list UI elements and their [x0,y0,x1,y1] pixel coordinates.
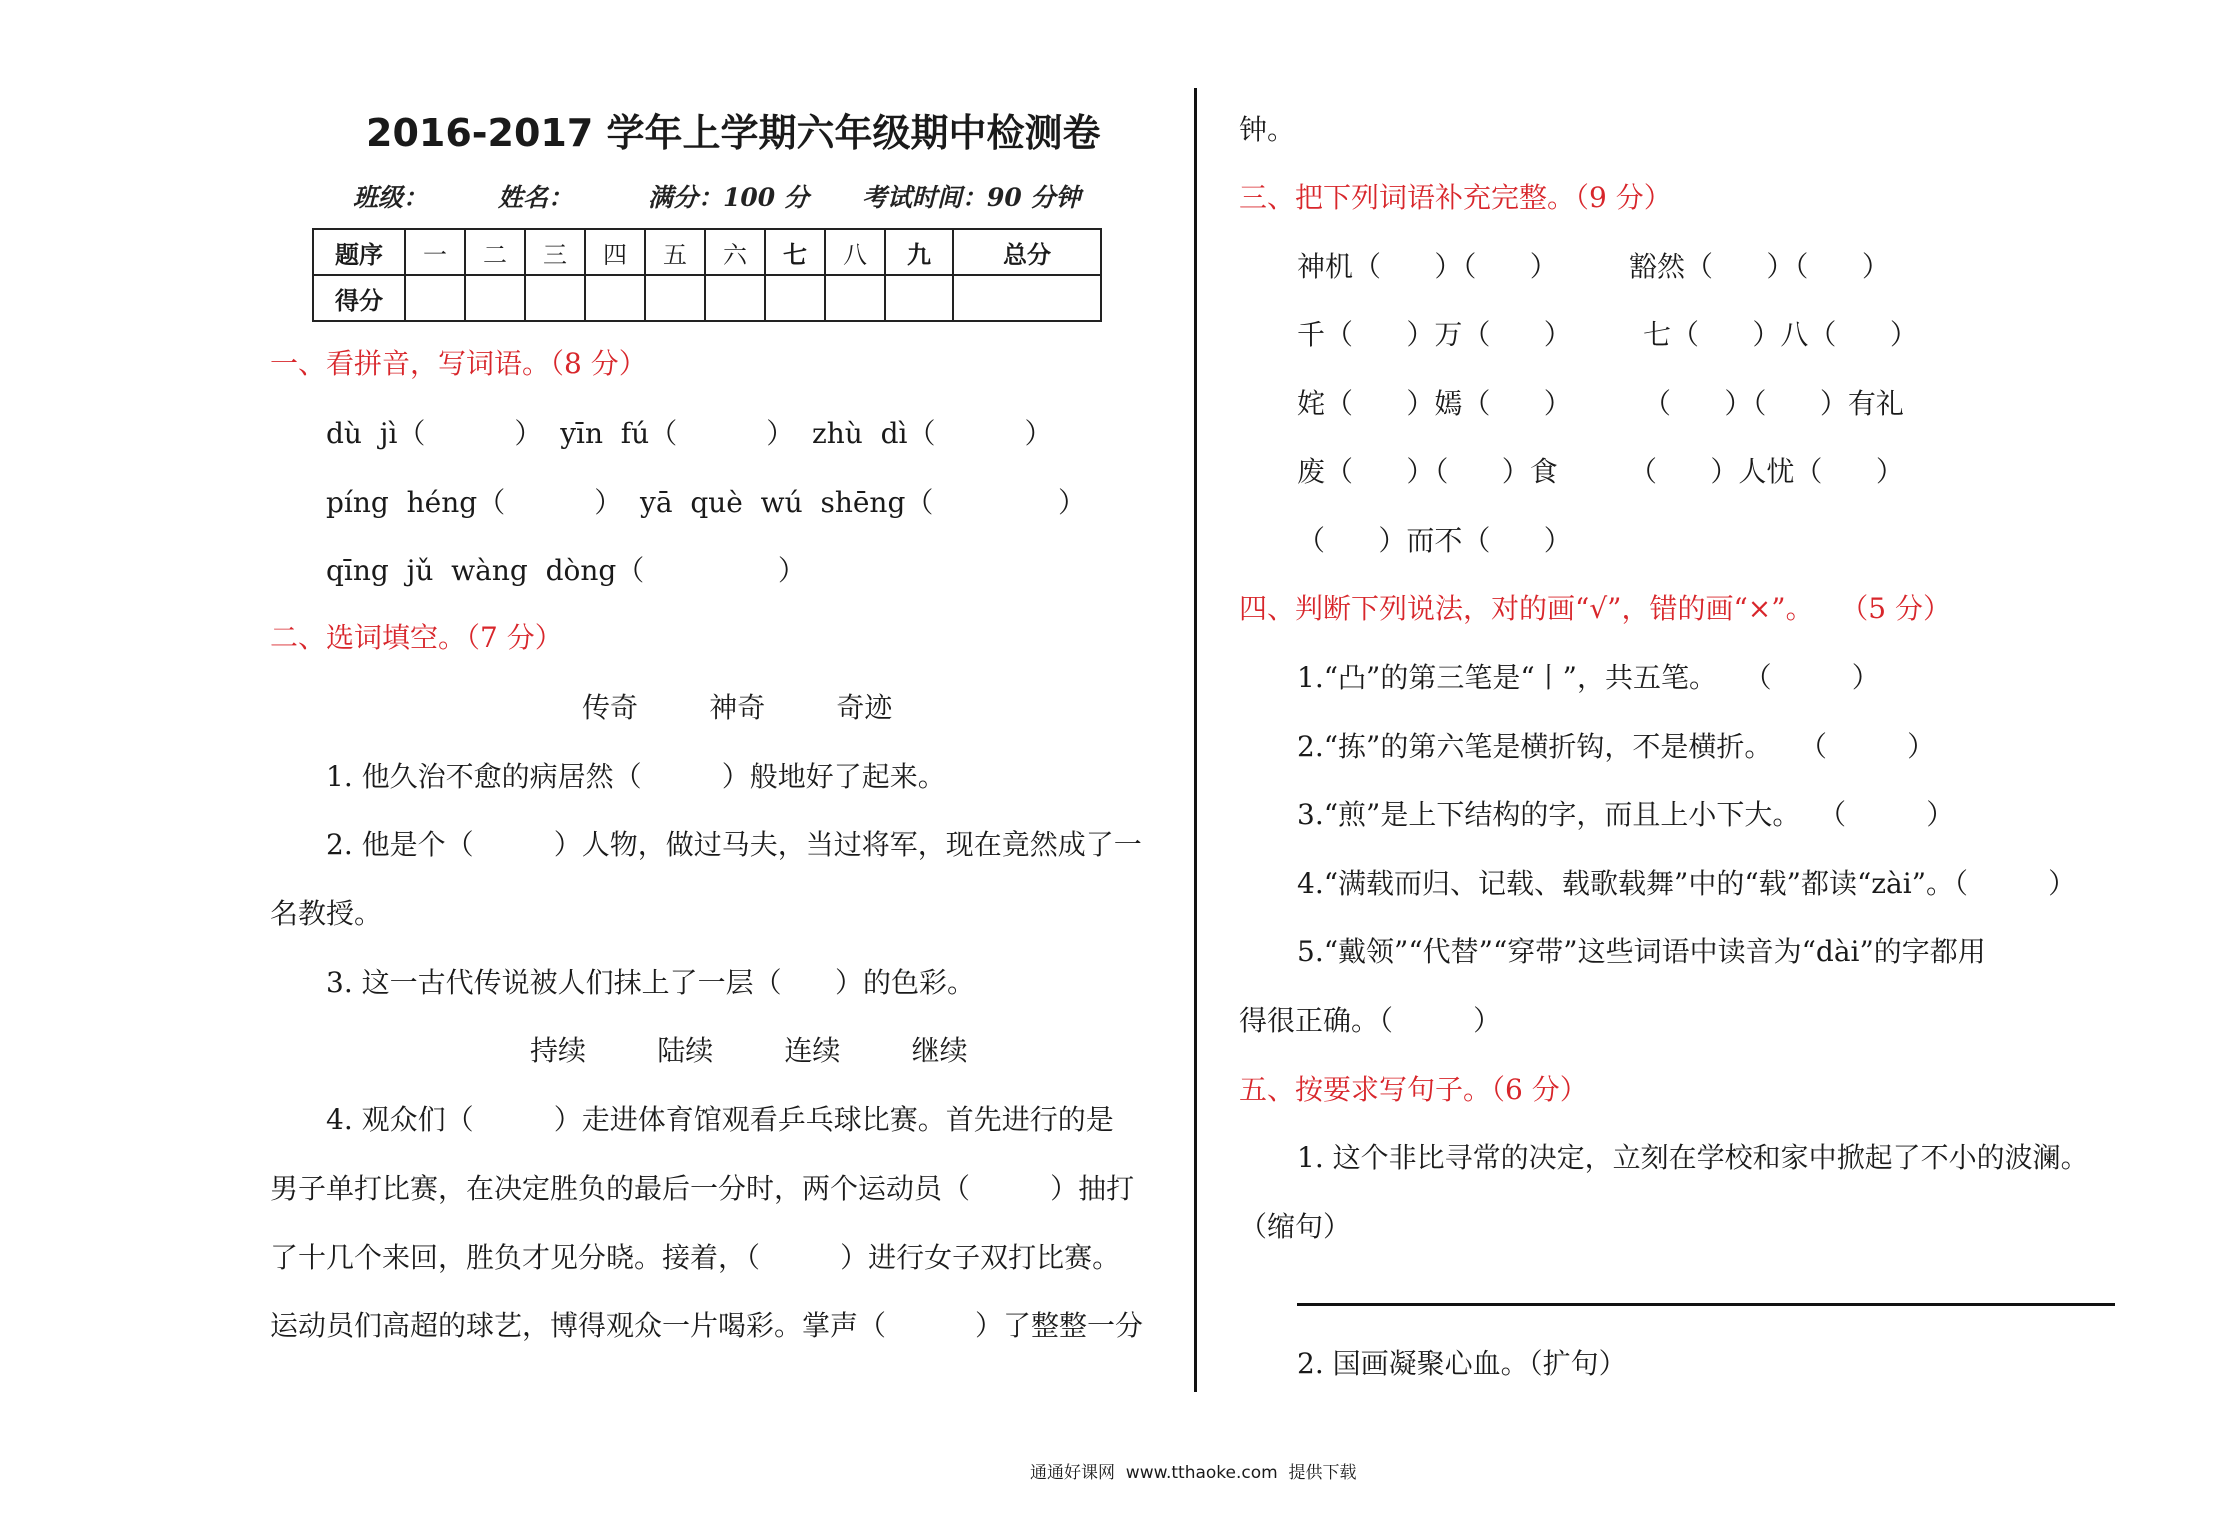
section-4-heading: 四、判断下列说法，对的画“√”，错的画“×”。 （5 分） [1239,592,1951,625]
question-line: 名教授。 [270,897,383,930]
pinyin-line: qīng jǔ wàng dòng（ ） [326,554,806,587]
score-cell[interactable] [585,275,645,321]
idiom-row: 姹（ ）嫣（ ） （ ）（ ）有礼 [1297,387,1904,420]
name-label: 姓名： [498,183,574,212]
pinyin-line: píng héng（ ） yā què wú shēng（ ） [326,486,1086,519]
answer-line[interactable] [1297,1303,2115,1306]
table-cell: 六 [705,229,765,275]
section-1-heading: 一、看拼音，写词语。（8 分） [270,347,647,380]
table-cell: 得分 [313,275,405,321]
question-line: 了十几个来回，胜负才见分晓。接着，（ ）进行女子双打比赛。 [270,1241,1121,1274]
score-table [312,228,1102,322]
question-line: 男子单打比赛，在决定胜负的最后一分时，两个运动员（ ）抽打 [270,1172,1135,1205]
question-line: 1. 他久治不愈的病居然（ ）般地好了起来。 [326,760,946,793]
judge-question: 得很正确。（ ） [1239,1004,1502,1037]
score-cell[interactable] [465,275,525,321]
score-table-header-row [313,229,1101,275]
score-cell[interactable] [825,275,885,321]
pinyin-line: dù jì（ ） yīn fú（ ） zhù dì（ ） [326,417,1053,450]
score-cell[interactable] [953,275,1101,321]
sentence-question: （缩句） [1239,1210,1352,1243]
footer-credit: 通通好课网 www.tthaoke.com 提供下载 [1030,1463,1357,1483]
score-cell[interactable] [765,275,825,321]
full-score-label: 满分：100 分 [648,183,809,212]
sentence-question: 2. 国画凝聚心血。（扩句） [1297,1347,1627,1380]
table-cell: 九 [885,229,953,275]
question-line: 2. 他是个（ ）人物，做过马夫，当过将军，现在竟然成了一 [326,828,1142,861]
table-cell: 五 [645,229,705,275]
table-cell: 一 [405,229,465,275]
score-cell[interactable] [525,275,585,321]
table-cell: 二 [465,229,525,275]
column-divider [1194,88,1197,1392]
judge-question: 2.“拣”的第六笔是横折钩，不是横折。 （ ） [1297,730,1936,763]
judge-question: 1.“凸”的第三笔是“丨”，共五笔。 （ ） [1297,661,1880,694]
idiom-row: 千（ ）万（ ） 七（ ）八（ ） [1297,318,1918,351]
continued-text: 钟。 [1239,113,1296,146]
table-cell: 八 [825,229,885,275]
word-choices: 传奇 神奇 奇迹 [582,691,893,724]
question-line: 3. 这一古代传说被人们抹上了一层（ ）的色彩。 [326,966,976,999]
table-cell: 四 [585,229,645,275]
section-5-heading: 五、按要求写句子。（6 分） [1239,1073,1588,1106]
table-cell: 总分 [953,229,1101,275]
judge-question: 3.“煎”是上下结构的字，而且上小下大。 （ ） [1297,798,1955,831]
exam-time-label: 考试时间：90 分钟 [862,183,1081,212]
idiom-row: （ ）而不（ ） [1297,524,1572,557]
score-cell[interactable] [405,275,465,321]
judge-question: 5.“戴领”“代替”“穿带”这些词语中读音为“dài”的字都用 [1297,935,1986,968]
idiom-row: 神机（ ）（ ） 豁然（ ）（ ） [1297,250,1890,283]
page-title: 2016-2017 学年上学期六年级期中检测卷 [366,111,1101,155]
table-cell: 三 [525,229,585,275]
score-table-score-row [313,275,1101,321]
section-2-heading: 二、选词填空。（7 分） [270,621,563,654]
score-cell[interactable] [885,275,953,321]
section-3-heading: 三、把下列词语补充完整。（9 分） [1239,181,1672,214]
table-cell: 题序 [313,229,405,275]
table-cell: 七 [765,229,825,275]
score-cell[interactable] [645,275,705,321]
judge-question: 4.“满载而归、记载、载歌载舞”中的“载”都读“zài”。（ ） [1297,867,2077,900]
word-choices: 持续 陆续 连续 继续 [530,1034,968,1067]
question-line: 4. 观众们（ ）走进体育馆观看乒乓球比赛。首先进行的是 [326,1103,1114,1136]
question-line: 运动员们高超的球艺，博得观众一片喝彩。掌声（ ）了整整一分 [270,1309,1144,1342]
idiom-row: 废（ ）（ ）食 （ ）人忧（ ） [1297,455,1904,488]
score-cell[interactable] [705,275,765,321]
class-label: 班级： [353,183,429,212]
sentence-question: 1. 这个非比寻常的决定，立刻在学校和家中掀起了不小的波澜。 [1297,1141,2089,1174]
